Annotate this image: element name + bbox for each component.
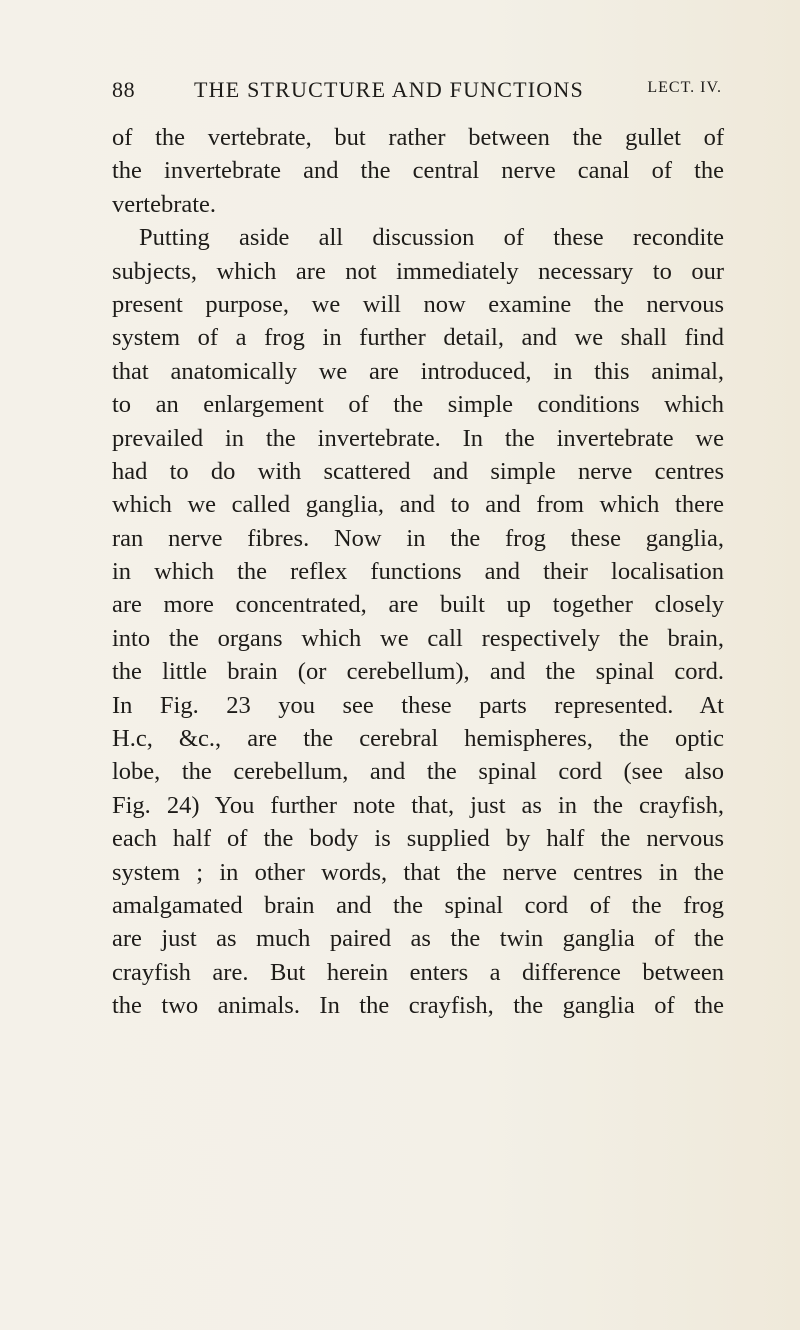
text-line: the two animals. In the crayfish, the ganglia of the xyxy=(112,992,724,1020)
text-line: which we called ganglia, and to and from which there xyxy=(112,491,724,519)
text-line: the invertebrate and the central nerve canal of the xyxy=(112,157,724,185)
text-line: are more concentrated, are built up together closely xyxy=(112,591,724,619)
text-line: subjects, which are not immediately necessary to our xyxy=(112,257,724,285)
text-line: vertebrate. xyxy=(112,190,217,218)
text-line: had to do with scattered and simple nerve centres xyxy=(112,457,724,485)
text-line: of the vertebrate, but rather between the gullet of xyxy=(112,124,724,151)
text-line: Fig. 24) You further note that, just as in the crayfish, xyxy=(112,791,724,819)
text-line: that anatomically we are introduced, in this animal, xyxy=(112,357,724,385)
text-line: system of a frog in further detail, and we shall find xyxy=(112,324,724,352)
page-number: 88 xyxy=(112,77,136,102)
text-line: are just as much paired as the twin ganglia of the xyxy=(112,925,724,953)
text-line: present purpose, we will now examine the nervous xyxy=(112,290,724,318)
text-line: system ; in other words, that the nerve centres in the xyxy=(112,858,724,886)
text-line: into the organs which we call respectively the brain, xyxy=(112,624,724,652)
text-line: ran nerve fibres. Now in the frog these ganglia, xyxy=(112,524,724,552)
text-line: amalgamated brain and the spinal cord of the frog xyxy=(112,891,724,919)
text-line: to an enlargement of the simple conditions which xyxy=(112,391,724,419)
paragraph-start-line: Putting aside all discussion of these recondite xyxy=(139,224,724,252)
text-line: H.c, &c., are the cerebral hemispheres, the optic xyxy=(112,725,724,753)
page-header xyxy=(112,77,722,113)
text-line: prevailed in the invertebrate. In the invertebrate we xyxy=(112,424,724,452)
text-line: lobe, the cerebellum, and the spinal cord (see also xyxy=(112,758,724,786)
text-line: In Fig. 23 you see these parts represented. At xyxy=(112,691,724,719)
running-title: THE STRUCTURE AND FUNCTIONS xyxy=(194,77,584,102)
text-line: the little brain (or cerebellum), and the spinal cord. xyxy=(112,658,724,686)
body-text xyxy=(112,121,724,1023)
text-line: in which the reflex functions and their localisation xyxy=(112,558,724,586)
text-line: each half of the body is supplied by half the nervous xyxy=(112,825,724,853)
text-line: crayfish are. But herein enters a difference between xyxy=(112,958,724,986)
lecture-number: LECT. IV. xyxy=(647,79,722,96)
